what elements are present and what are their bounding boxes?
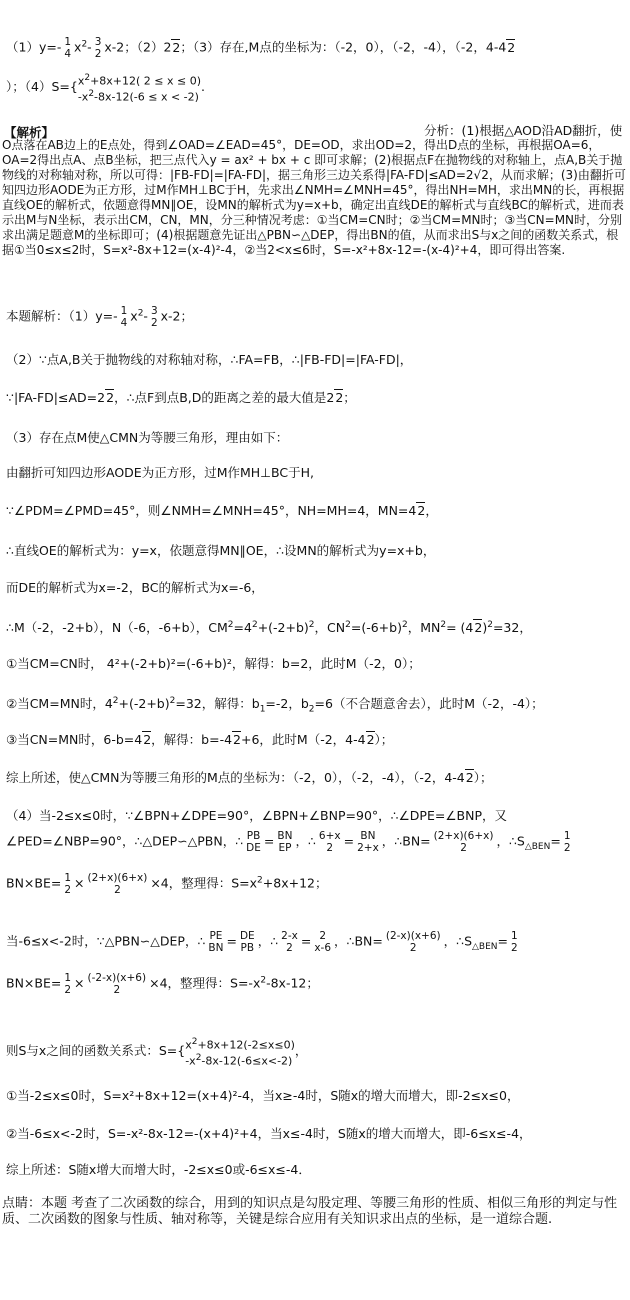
- solution-11: ②当CM=MN时，$4^2+(-2+b)^2=32$，解得：$b_1=-2$，$b_2=6$（不合题意舍去），此时M（-2，-4）；: [6, 696, 544, 715]
- solution-13: 综上所述，使△CMN为等腰三角形的M点的坐标为：（-2，0），（-2，-4），（-2，4-42）；: [6, 770, 493, 785]
- solution-5: 由翻折可知四边形AODE为正方形，过M作MH⊥BC于H,: [6, 465, 315, 480]
- solution-17: 当-6≤x<-2时，∵△PBN∽△DEP，∴ PE BN = DE PB ，∴ 2-x 2 = 2 x-6 ，∴BN= (2-x)(x+6) 2 ，$\therefore S_{\triangle BEN}=$ 1 2: [6, 930, 518, 954]
- answer-line-1: （1）y=- 1 4 $x^2-$ 3 2 x-2；（2）22；（3）存在,M点的坐标为：（-2，0），（-2，-4），（-2，4-42: [6, 36, 516, 60]
- analysis-text: O点落在AB边上的E点处，得到∠OAD=∠EAD=45°，DE=OD，求出OD=2，得出D点的坐标，再根据OA=6，OA=2得出点A、点B坐标，把三点代入y = ax² + bx + c 即可求解；(2)根据点F在抛物线的对称轴上，点A,B关于抛物线的对称轴对称，所以可得：|FB-FD|=|FA-FD|，据三角形三边关系得|FA-FD|≤AD=2√2，从而求解；(3)由翻折可知四边形AODE为正方形，过M作MH⊥BC于H，先求出∠NMH=∠MNH=45°，得出NH=MH，求出MN的长，再根据直线OE的解析式，依题意得MN∥OE，设MN的解析式为y=x+b，确定出直线DE的解析式与直线BC的解析式，进而表示出M与N坐标，表示出CM，CN，MN，分三种情况考虑：①当CM=CN时；②当CM=MN时；③当CN=MN时，分别求出满足题意M的坐标即可；(4)根据题意先证出△PBN∽△DEP，得出BN的值，从而求出S与x之间的函数关系式，根据①当0≤x≤2时，S=x²-8x+12=(x-4)²-4，②当2<x≤6时，S=-x²+8x-12=-(x-4)²+4，即可得出答案.: [2, 138, 626, 257]
- solution-7: ∴直线OE的解析式为：y=x，依题意得MN∥OE，∴设MN的解析式为y=x+b，: [6, 543, 436, 558]
- solution-12: ③当CN=MN时，6-b=42，解得：b=-42+6，此时M（-2，4-42）；: [6, 732, 394, 747]
- solution-1: 本题解析：（1）y=- 1 4 $x^2-$ 3 2 x-2；: [6, 305, 193, 329]
- solution-16: BN×BE= 1 2 × (2+x)(6+x) 2 ×4，整理得：$S=x^2+8x+12$；: [6, 872, 328, 896]
- comment: 点睛：本题 考查了二次函数的综合，用到的知识点是勾股定理、等腰三角形的性质、相似三角形的判定与性质、二次函数的图象与性质、轴对称等，关键是综合应用有关知识求出点的坐标，是一道综合题.: [2, 1196, 618, 1227]
- solution-9: ∴M（-2，-2+b），N（-6，-6+b），$CM^2=4^2+(-2+b)^2$，$CN^2=(-6+b)^2$，$MN^2= (42)^2=32$，: [6, 620, 532, 636]
- solution-21: ②当-6≤x<-2时，S=-x²-8x-12=-(x+4)²+4，当x≤-4时，S随x的增大而增大，即-6≤x≤-4，: [6, 1126, 532, 1141]
- solution-6: ∵∠PDM=∠PMD=45°，则∠NMH=∠MNH=45°，NH=MH=4，MN=42，: [6, 503, 438, 518]
- solution-18: BN×BE= 1 2 × (-2-x)(x+6) 2 ×4，整理得：$S=-x^2-8x-12$；: [6, 972, 319, 996]
- analysis-heading: 分析：(1)根据△AOD沿AD翻折，使: [424, 123, 623, 138]
- solution-19: 则S与x之间的函数关系式：$S=\{x^2+8x+12(-2\le x\le 0)$ $-x^2-8x-12(-6\le x<-2)$，: [6, 1037, 308, 1068]
- solution-14: （4）当-2≤x≤0时，∵∠BPN+∠DPE=90°，∠BPN+∠BNP=90°，∴∠DPE=∠BNP，又: [6, 808, 508, 823]
- answer-line-2: ）；$(4)S=\{x^2+8x+12$( 2 ≤ x ≤ 0) $-x^2-8x-12(-6 \le x < -2)$.: [6, 73, 206, 104]
- solution-8: 而DE的解析式为x=-2，BC的解析式为x=-6，: [6, 580, 264, 595]
- piecewise-answer: $x^2+8x+12$( 2 ≤ x ≤ 0) $-x^2-8x-12(-6 \le x < -2)$: [77, 73, 202, 104]
- solution-15: ∠PED=∠NBP=90°，∴△DEP∽△PBN，∴ PB DE = BN EP ，∴ 6+x 2 = BN 2+x ，∴BN= (2+x)(6+x) 2 ，$\therefore S_{\triangle BEN}=$ 1 2: [6, 830, 571, 854]
- frac-1-4: 1 4: [64, 36, 72, 60]
- frac-3-2: 3 2: [94, 36, 102, 60]
- solution-20: ①当-2≤x≤0时，S=x²+8x+12=(x+4)²-4，当x≥-4时，S随x的增大而增大，即-2≤x≤0，: [6, 1088, 520, 1103]
- analysis-label: 【解析】: [4, 125, 55, 140]
- solution-3: ∵|FA-FD|≤AD=22，∴点F到点B,D的距离之差的最大值是22；: [6, 390, 356, 405]
- piecewise-result: $x^2+8x+12(-2\le x\le 0)$ $-x^2-8x-12(-6\le x<-2)$: [185, 1037, 295, 1068]
- solution-4: （3）存在点M使△CMN为等腰三角形，理由如下：: [6, 430, 289, 445]
- solution-10: ①当CM=CN时， 4²+(-2+b)²=(-6+b)²，解得：b=2，此时M（-2，0）；: [6, 656, 421, 671]
- solution-22: 综上所述：S随x增大而增大时，-2≤x≤0或-6≤x≤-4．: [6, 1162, 311, 1177]
- solution-2: （2）∵点A,B关于抛物线的对称轴对称，∴FA=FB，∴|FB-FD|=|FA-FD|，: [6, 352, 413, 367]
